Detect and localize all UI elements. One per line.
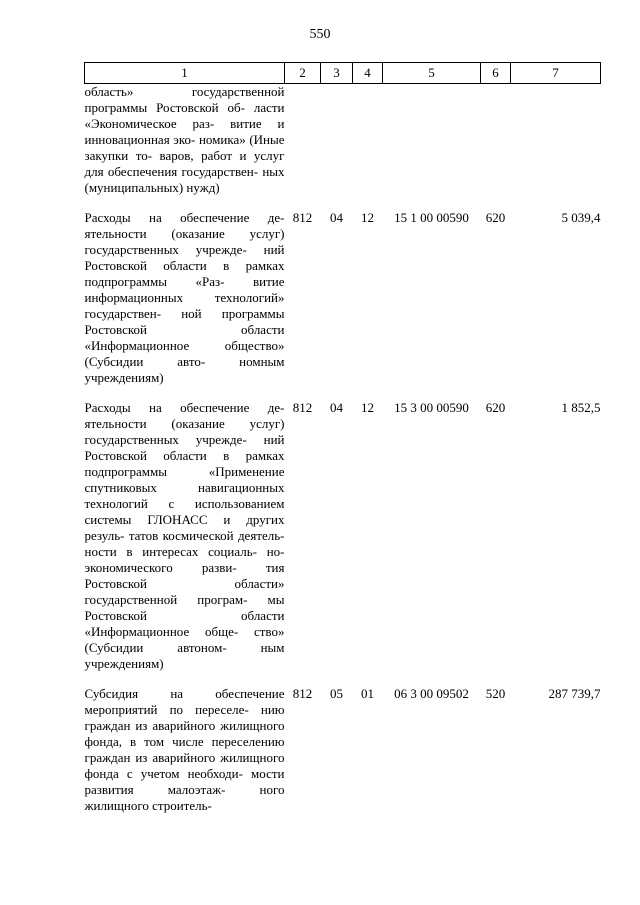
column-header-7: 7 xyxy=(511,63,601,84)
description-line: номным учреждениям) xyxy=(84,354,285,385)
column-header-4: 4 xyxy=(353,63,383,84)
description-line: числе переселению граждан xyxy=(84,734,285,765)
description-line: «Информационное обще- xyxy=(84,624,239,639)
description-line: ство» (Субсидии автоном- xyxy=(84,624,285,655)
description-line: но-экономического разви- xyxy=(84,544,285,575)
cell-section: 04 xyxy=(330,400,343,415)
row-description xyxy=(85,210,285,386)
description-line: ности в интересах социаль- xyxy=(84,544,257,559)
description-line: мы Ростовской области xyxy=(84,592,285,623)
description-line: Расходы на обеспечение де- xyxy=(84,400,285,415)
cell-target-article: 06 3 00 09502 xyxy=(394,686,469,701)
description-line: нию граждан из аварийного xyxy=(84,702,285,733)
column-header-5: 5 xyxy=(383,63,481,84)
cell-ministry-code: 812 xyxy=(292,210,313,225)
column-header-6: 6 xyxy=(481,63,511,84)
description-line: «Применение спутниковых xyxy=(84,464,285,495)
cell-expense-type: 620 xyxy=(485,400,506,415)
description-line: татов космической деятель- xyxy=(128,528,285,543)
cell-amount: 287 739,7 xyxy=(548,686,601,701)
description-line: ГЛОНАСС и других резуль- xyxy=(84,512,285,543)
row-description xyxy=(85,400,285,672)
table-row xyxy=(85,400,601,672)
cell-expense-type xyxy=(481,84,511,197)
column-header-1: 1 xyxy=(85,63,285,84)
cell-target-article: 15 3 00 00590 xyxy=(394,400,469,415)
cell-expense-type: 520 xyxy=(485,686,506,701)
cell-ministry-code xyxy=(285,84,321,197)
cell-ministry-code: 812 xyxy=(292,686,313,701)
description-line: ного жилищного строитель- xyxy=(84,782,285,813)
column-header-3: 3 xyxy=(321,63,353,84)
cell-target-article: 15 1 00 00590 xyxy=(394,210,469,225)
description-line: ной программы Ростовской xyxy=(84,306,285,337)
description-line: нужд) xyxy=(186,180,220,195)
row-description xyxy=(85,84,285,197)
budget-table xyxy=(84,62,601,814)
description-line: жилищного фонда, в том xyxy=(84,718,285,749)
description-line: ласти «Экономическое раз- xyxy=(84,100,285,131)
description-line: технологий» государствен- xyxy=(84,290,285,321)
description-line: государственных учрежде- xyxy=(84,432,247,447)
description-line: витие и инновационная эко- xyxy=(84,116,285,147)
cell-subsection xyxy=(353,84,383,197)
cell-expense-type: 620 xyxy=(485,210,506,225)
table-row xyxy=(85,210,601,386)
description-line: навигационных технологий xyxy=(84,480,285,511)
description-line: рамках подпрограммы xyxy=(84,448,285,479)
table-row xyxy=(85,686,601,814)
description-line: Расходы на обеспечение де- xyxy=(84,210,285,225)
row-spacer xyxy=(85,386,601,400)
description-line: ным учреждениям) xyxy=(84,640,285,671)
cell-section: 04 xyxy=(330,210,343,225)
description-line: витие информационных xyxy=(84,274,285,305)
description-line: область» государственной xyxy=(84,84,285,99)
description-line: варов, работ и услуг для xyxy=(84,148,285,179)
description-line: области «Информационное xyxy=(84,322,285,353)
description-line: ятельности (оказание услуг) xyxy=(84,226,285,241)
description-line: номика» (Иные закупки то- xyxy=(84,132,285,163)
description-line: ний Ростовской области в xyxy=(84,242,285,273)
column-header-row xyxy=(85,63,601,84)
cell-section xyxy=(321,84,353,197)
description-line: общество» (Субсидии авто- xyxy=(84,338,285,369)
description-line: с использованием системы xyxy=(84,496,285,527)
description-line: тия Ростовской области» xyxy=(84,560,285,591)
description-line: государственной програм- xyxy=(84,592,248,607)
row-spacer xyxy=(85,672,601,686)
description-line: ятельности (оказание услуг) xyxy=(84,416,285,431)
cell-amount: 5 039,4 xyxy=(561,210,601,225)
description-line: ных (муниципальных) xyxy=(84,164,285,195)
page-number: 550 xyxy=(309,27,331,42)
description-line: рамках подпрограммы «Раз- xyxy=(84,258,285,289)
description-line: ний Ростовской области в xyxy=(84,432,285,463)
description-line: мости развития малоэтаж- xyxy=(84,766,285,797)
cell-ministry-code: 812 xyxy=(292,400,313,415)
row-spacer xyxy=(85,196,601,210)
cell-section: 05 xyxy=(330,686,343,701)
description-line: мероприятий по переселе- xyxy=(84,702,249,717)
cell-target-article xyxy=(383,84,481,197)
table-row xyxy=(85,84,601,197)
description-line: программы Ростовской об- xyxy=(84,100,245,115)
cell-subsection: 12 xyxy=(361,210,374,225)
column-header-2: 2 xyxy=(285,63,321,84)
description-line: государственных учрежде- xyxy=(84,242,247,257)
description-line: обеспечения государствен- xyxy=(107,164,259,179)
row-description xyxy=(85,686,285,814)
description-line: Субсидия на обеспечение xyxy=(84,686,285,701)
description-line: фонда с учетом необходи- xyxy=(84,766,243,781)
cell-subsection: 01 xyxy=(361,686,374,701)
cell-amount: 1 852,5 xyxy=(561,400,601,415)
cell-amount xyxy=(511,84,601,197)
description-line: из аварийного жилищного xyxy=(135,750,285,765)
cell-subsection: 12 xyxy=(361,400,374,415)
